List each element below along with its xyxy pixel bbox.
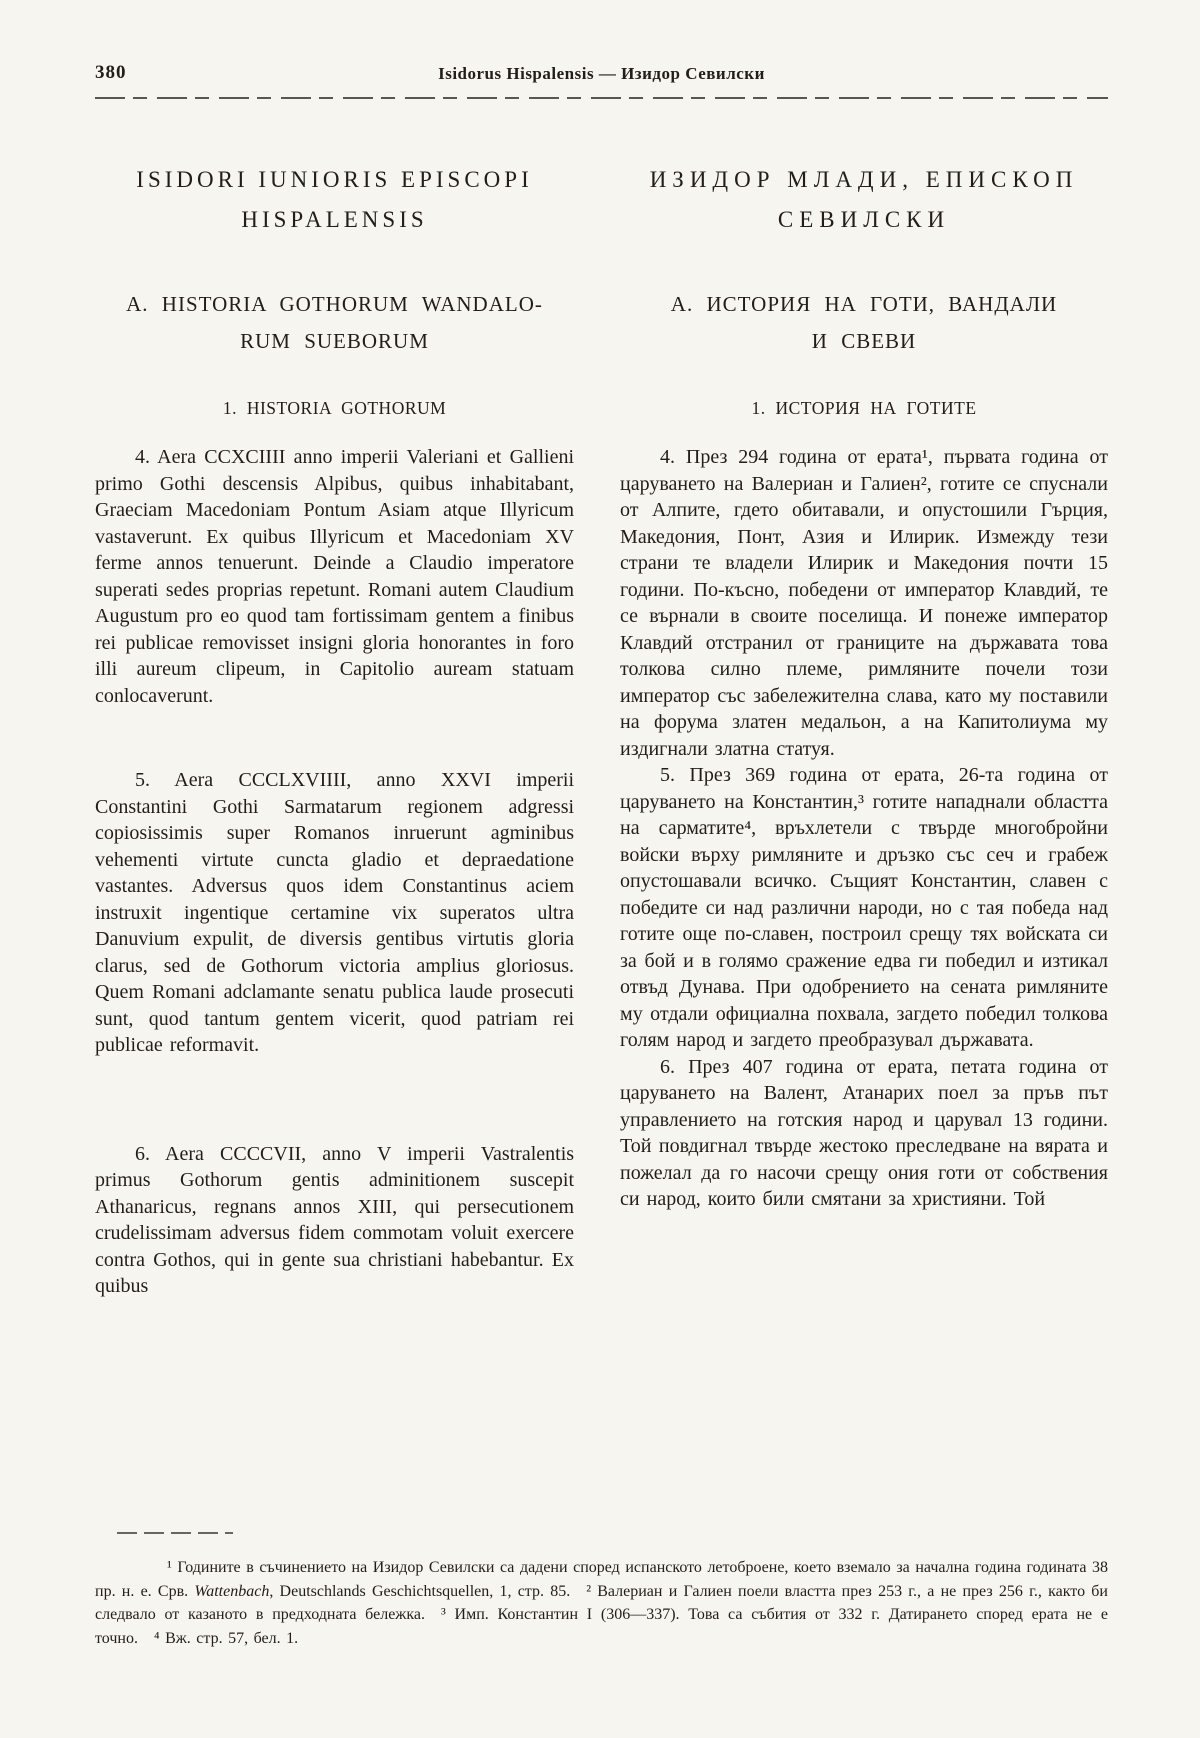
page-header <box>95 60 1108 90</box>
running-title: Isidorus Hispalensis — Изидор Севилски <box>438 64 765 83</box>
footnote-rule <box>117 1532 233 1534</box>
latin-work-title <box>95 286 574 360</box>
bulgarian-author-title <box>620 160 1108 240</box>
footnote-text <box>95 1556 1108 1650</box>
footnote-3: ³ Имп. Константин I (306—337). Това са събития от 332 г. Датирането според ерата не е точно. <box>95 1606 1109 1647</box>
latin-author-title-line1: ISIDORI IUNIORIS EPISCOPI <box>136 167 533 192</box>
latin-work-title-line1: A. HISTORIA GOTHORUM WANDALO- <box>126 292 543 316</box>
bulgarian-paragraph-5: 5. През 369 година от ерата, 26-та година от царуването на Константин,³ готите нападнали областта на сарматите⁴, връхлетели с твърде многобройни войски върху римляните и дръзко със сеч и грабеж опустошавали всичко. Същият Константин, славен с победите си над различни народи, но с тая победа над готите още по-славен, построил срещу тях войската си за бой и в голямо сражение едва ги победил и изтикал отвъд Дунава. При одобрението на сената римляните му отдали официална похвала, загдето победил толкова голям народ и загдето преобразувал държавата. <box>620 764 1108 1051</box>
footnote-1-author-italic: Wattenbach <box>194 1582 270 1600</box>
bulgarian-column <box>620 132 1108 1213</box>
latin-author-title <box>95 160 574 240</box>
latin-paragraph-4: 4. Aera CCXCIIII anno imperii Valeriani et Gallieni primo Gothi descensis Alpibus, quibus inhabitabant, Graeciam Macedoniam Pontum Asiam atque Illyricum vastaverunt. Ex quibus Illyricum et Macedoniam XV ferme annos tenuerunt. Deinde a Claudio imperatore superati sedes proprias repetunt. Romani autem Claudium Augustum pro eo quod tam fortissimam gentem a finibus rei publicae removisset insigni gloria honorantes in foro illi aureum clipeum, in Capitolio auream statuam conlocaverunt. <box>95 446 575 707</box>
bulgarian-work-title-line2: И СВЕВИ <box>811 329 917 353</box>
footnote-1-end: , Deutschlands Geschichtsquellen, 1, стр. 85. <box>269 1582 571 1600</box>
bulgarian-work-title <box>620 286 1108 360</box>
latin-paragraph-6: 6. Aera CCCCVII, anno V imperii Vastralentis primus Gothorum gentis adminitionem suscepit Athanaricus, regnans annos XIII, qui persecutionem crudelissimam adversus fidem commotam voluit exercere contra Gothos, qui in gente sua christiani habebantur. Ex quibus <box>95 1142 575 1297</box>
latin-author-title-line2: HISPALENSIS <box>241 207 428 232</box>
latin-column <box>95 132 574 1300</box>
latin-work-title-line2: RUM SUEBORUM <box>240 329 429 353</box>
footnote-2: ² Валериан и Галиен поели властта през 253 г., а не през 256 г., както би следвало от казаното в предходната бележка. <box>95 1582 1108 1623</box>
bulgarian-chapter-heading: 1. ИСТОРИЯ НА ГОТИТЕ <box>751 398 977 418</box>
bulgarian-author-title-line2: СЕВИЛСКИ <box>777 207 951 232</box>
footnote-1: ¹ Годините в съчинението на Изидор Севилски са дадени според испанското летоброене, което вземало за начална година годината 38 пр. н. е. Срв. <box>95 1559 1108 1600</box>
header-rule <box>95 97 1108 100</box>
two-column-text <box>95 132 1108 1300</box>
latin-paragraph-5: 5. Aera CCCLXVIIII, anno XXVI imperii Constantini Gothi Sarmatarum regionem adgressi copiosissimis super Romanos inruerunt agminibus vehementi virtute cuncta gladio et depraedatione vastantes. Adversus quos idem Constantinus aciem instruxit ingentique certamine vix superatos ultra Danuvium expulit, de diversis gentibus virtutis gloria clarus, sed de Gothorum victoria amplius gloriosus. Quem Romani adclamante senatu publica laude prosecuti sunt, quod tantum gentem vicerit, quod patriam rei publicae reformavit. <box>95 769 575 1056</box>
latin-chapter-heading: 1. HISTORIA GOTHORUM <box>222 398 447 418</box>
bulgarian-paragraph-6: 6. През 407 година от ерата, петата година от царуването на Валент, Атанарих поел за пръв път управлението на готския народ и царувал 13 години. Той повдигнал твърде жестоко преследване на вярата и пожелал да го насочи срещу ония готи от собствения си народ, които били смятани за християни. Той <box>620 1055 1108 1210</box>
page-number: 380 <box>95 62 127 83</box>
bulgarian-author-title-line1: ИЗИДОР МЛАДИ, ЕПИСКОП <box>649 167 1079 192</box>
bulgarian-work-title-line1: А. ИСТОРИЯ НА ГОТИ, ВАНДАЛИ <box>670 292 1058 316</box>
footnotes-section <box>95 1532 1108 1650</box>
bulgarian-paragraph-4: 4. През 294 година от ерата¹, първата година от царуването на Валериан и Галиен², готите се спуснали от Алпите, гдето обитавали, и опустошили Гърция, Македония, Понт, Азия и Илирик. Измежду тези страни те владели Илирик и Македония почти 15 години. По-късно, победени от император Клавдий, те се върнали в своите поселища. И понеже император Клавдий отстранил от границите на държавата това толкова силно племе, римляните почели този император със забележителна слава, като му поставили на форума златен медальон, а на Капитолиума му издигнали златна статуя. <box>620 446 1108 760</box>
footnote-4: ⁴ Вж. стр. 57, бел. 1. <box>153 1629 299 1647</box>
